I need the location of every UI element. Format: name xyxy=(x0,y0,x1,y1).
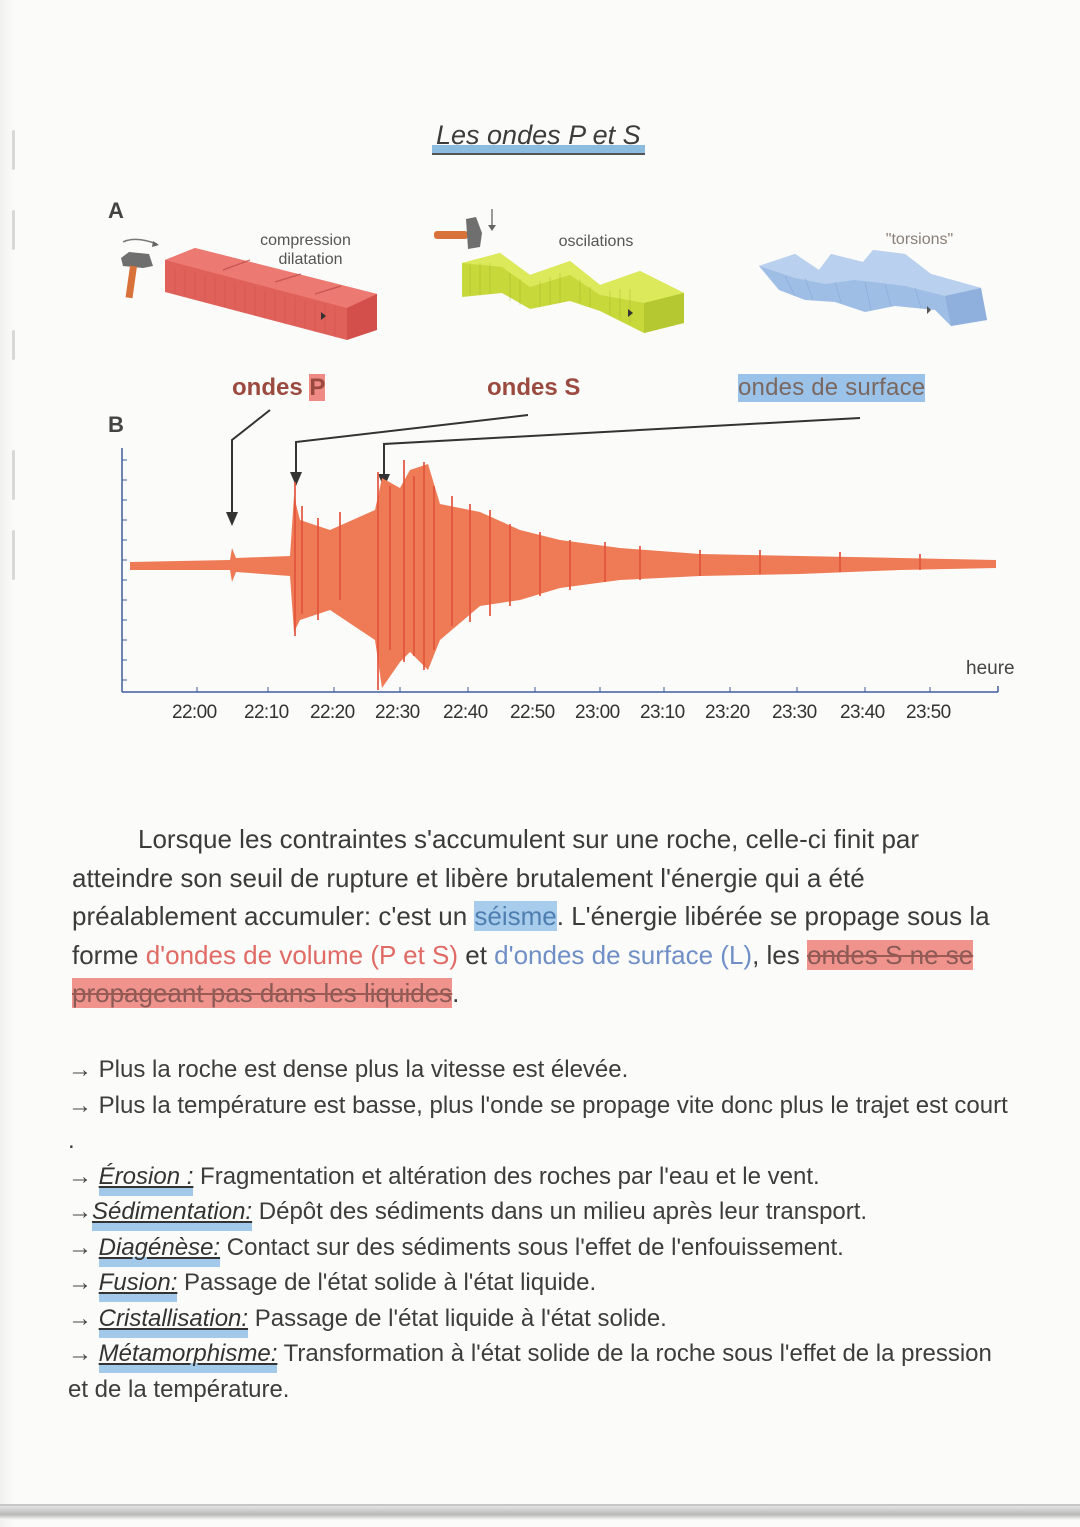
seismic-trace xyxy=(130,460,996,690)
list-item xyxy=(68,1088,1018,1159)
intro-paragraph xyxy=(72,820,1012,1013)
list-item xyxy=(68,1194,1018,1230)
x-tick: 23:50 xyxy=(906,702,951,723)
p-waves-prefix: ondes xyxy=(232,374,310,401)
s-wave-label: oscilations xyxy=(558,233,634,250)
x-axis-label: heure xyxy=(966,658,1015,679)
arrow-icon: → xyxy=(68,1233,92,1261)
arrow-icon: → xyxy=(68,1304,92,1332)
scan-mark xyxy=(12,210,15,250)
term-metamorphisme: Métamorphisme: xyxy=(99,1340,278,1373)
label-compression: compression xyxy=(260,232,351,249)
paragraph-text: et xyxy=(458,939,495,970)
arrow-icon: → xyxy=(68,1162,92,1190)
x-tick: 23:20 xyxy=(705,702,750,723)
x-tick: 23:40 xyxy=(840,702,885,723)
list-item xyxy=(68,1336,1018,1407)
list-item xyxy=(68,1301,1018,1337)
arrow-icon: → xyxy=(68,1056,92,1083)
x-tick: 23:10 xyxy=(640,702,685,723)
surface-wave-label: "torsions" xyxy=(885,231,954,248)
item-text: Plus la température est basse, plus l'onde se propage vite donc plus le trajet est court . xyxy=(68,1091,1008,1154)
item-text: Dépôt des sédiments dans un milieu après leur transport. xyxy=(252,1198,868,1225)
term-sedimentation: Sédimentation: xyxy=(92,1198,252,1231)
x-tick: 23:30 xyxy=(772,702,817,723)
p-wave-block-illustration xyxy=(115,230,395,350)
paragraph-text: . xyxy=(452,978,460,1008)
x-tick: 22:30 xyxy=(375,702,420,723)
arrow-icon: → xyxy=(68,1269,92,1296)
page-bottom-edge xyxy=(0,1504,1080,1520)
definitions-list xyxy=(68,1052,1018,1407)
paragraph-text: , les xyxy=(752,939,807,970)
hammer-icon xyxy=(434,209,496,249)
s-wave-block-illustration xyxy=(430,205,700,335)
item-text: Contact sur des sédiments sous l'effet de l'enfouissement. xyxy=(220,1233,844,1261)
seisme-highlight: séisme xyxy=(474,901,557,931)
term-cristallisation: Cristallisation: xyxy=(99,1305,248,1338)
arrow-icon: → xyxy=(68,1091,92,1119)
list-item xyxy=(68,1159,1018,1195)
seismogram-chart xyxy=(0,400,1080,730)
x-tick: 22:20 xyxy=(310,702,355,723)
term-erosion: Érosion : xyxy=(99,1163,194,1196)
surface-wave-block-illustration xyxy=(755,240,995,350)
x-tick: 22:50 xyxy=(510,702,555,723)
item-text: Plus la roche est dense plus la vitesse est élevée. xyxy=(92,1056,629,1083)
item-text: Passage de l'état liquide à l'état solide. xyxy=(248,1304,667,1332)
s-waves-label: ondes S xyxy=(487,374,581,401)
paragraph-text: Lorsque les contraintes s'accumulent sur une roche, celle-ci finit par atteindre son seuil de rupture et libère brutalement l'énergie qui a été préalablement accumuler: c'est un xyxy=(72,824,920,931)
item-text: Transformation à l'état solide de la roche sous l'effet de la pression et de la température. xyxy=(68,1340,992,1403)
surface-waves-text: d'ondes de surface (L) xyxy=(494,939,753,970)
x-tick: 22:00 xyxy=(172,702,217,723)
scan-mark xyxy=(12,130,15,170)
x-tick: 23:00 xyxy=(575,702,620,723)
p-waves-highlight: P xyxy=(309,374,326,401)
x-tick: 22:10 xyxy=(244,702,289,723)
x-tick: 22:40 xyxy=(443,702,488,723)
item-text: Passage de l'état solide à l'état liquide. xyxy=(177,1269,597,1296)
list-item xyxy=(68,1052,1018,1088)
item-text: Fragmentation et altération des roches par l'eau et le vent. xyxy=(193,1162,820,1190)
arrow-icon: → xyxy=(68,1198,92,1225)
list-item xyxy=(68,1265,1018,1301)
figure-a-letter: A xyxy=(108,198,124,223)
hammer-icon xyxy=(121,239,159,298)
paragraph-text: . L'énergie libérée se propage sous la forme xyxy=(72,901,990,970)
label-dilatation: dilatation xyxy=(278,251,343,268)
arrow-icon: → xyxy=(68,1340,92,1367)
list-item xyxy=(68,1230,1018,1266)
term-fusion: Fusion: xyxy=(99,1269,178,1302)
s-waves-liquids-highlight: ondes S ne se propageant pas dans les liquides xyxy=(72,939,974,1008)
scan-mark xyxy=(12,330,15,360)
volume-waves-text: d'ondes de volume (P et S) xyxy=(145,939,459,970)
surface-waves-label: ondes de surface xyxy=(738,374,926,401)
p-waves-label xyxy=(232,374,325,402)
page-title: Les ondes P et S xyxy=(432,120,645,155)
term-diagenese: Diagénèse: xyxy=(99,1234,220,1267)
annotation-arrows xyxy=(226,410,860,526)
figure-b-letter: B xyxy=(108,412,124,437)
